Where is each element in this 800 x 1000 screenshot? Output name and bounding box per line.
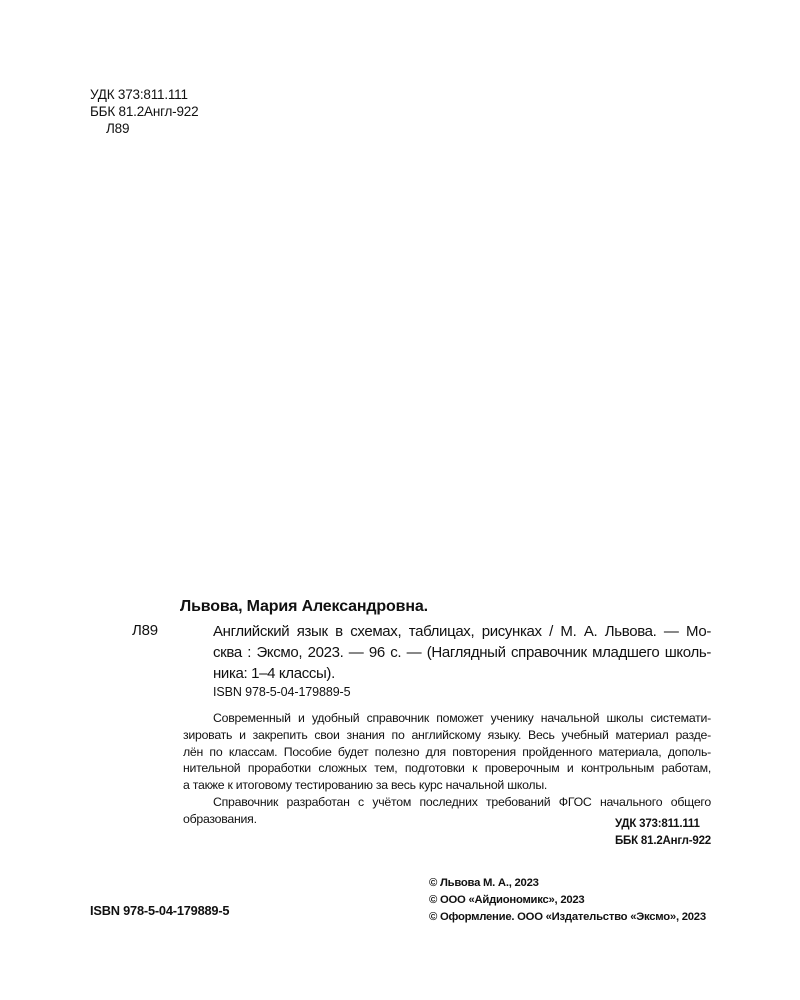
copyright-line: © Оформление. ООО «Издательство «Эксмо», 2023 [429,910,706,923]
top-bbk: ББК 81.2Англ-922 [90,104,199,119]
right-bbk: ББК 81.2Англ-922 [614,835,711,847]
copyright-line: © Львова М. А., 2023 [429,877,539,889]
right-udk: УДК 373:811.111 [614,818,700,830]
description-line: ника: 1–4 классы). [213,665,335,682]
isbn-bottom: ISBN 978-5-04-179889-5 [90,903,230,918]
top-classification [90,86,198,137]
annotation-line: образования. [183,811,257,826]
bibliographic-description [213,621,711,684]
description-line: Английский язык в схемах, таблицах, рисунках / М. А. Львова. — Мо- [213,623,711,640]
annotation-line: а также к итоговому тестированию за весь курс начальной школы. [183,778,548,793]
top-udk: УДК 373:811.111 [90,87,188,102]
annotation-line: нительной проработки сложных тем, подготовки к проверочным и контрольным работам, [183,761,711,776]
annotation [183,710,711,828]
annotation-line: лён по классам. Пособие будет полезно для повторения пройденного материала, дополь- [183,744,711,759]
annotation-paragraph [183,710,711,794]
top-cutter: Л89 [106,121,130,136]
annotation-line: зировать и закрепить свои знания по английскому языку. Весь учебный материал разде- [183,727,711,742]
isbn: ISBN 978-5-04-179889-5 [213,685,351,699]
copyright-block [429,875,706,925]
cutter-margin: Л89 [132,622,158,639]
copyright-line: © ООО «Айдиономикс», 2023 [429,893,585,906]
description-line: сква : Эксмо, 2023. — 96 с. — (Наглядный справочник младшего школь- [213,644,711,661]
author-heading: Львова, Мария Александровна. [180,598,428,615]
annotation-line: Современный и удобный справочник поможет ученику начальной школы системати- [213,711,711,725]
classification-right [615,816,711,850]
annotation-line: Справочник разработан с учётом последних требований ФГОС начального общего [213,794,711,809]
